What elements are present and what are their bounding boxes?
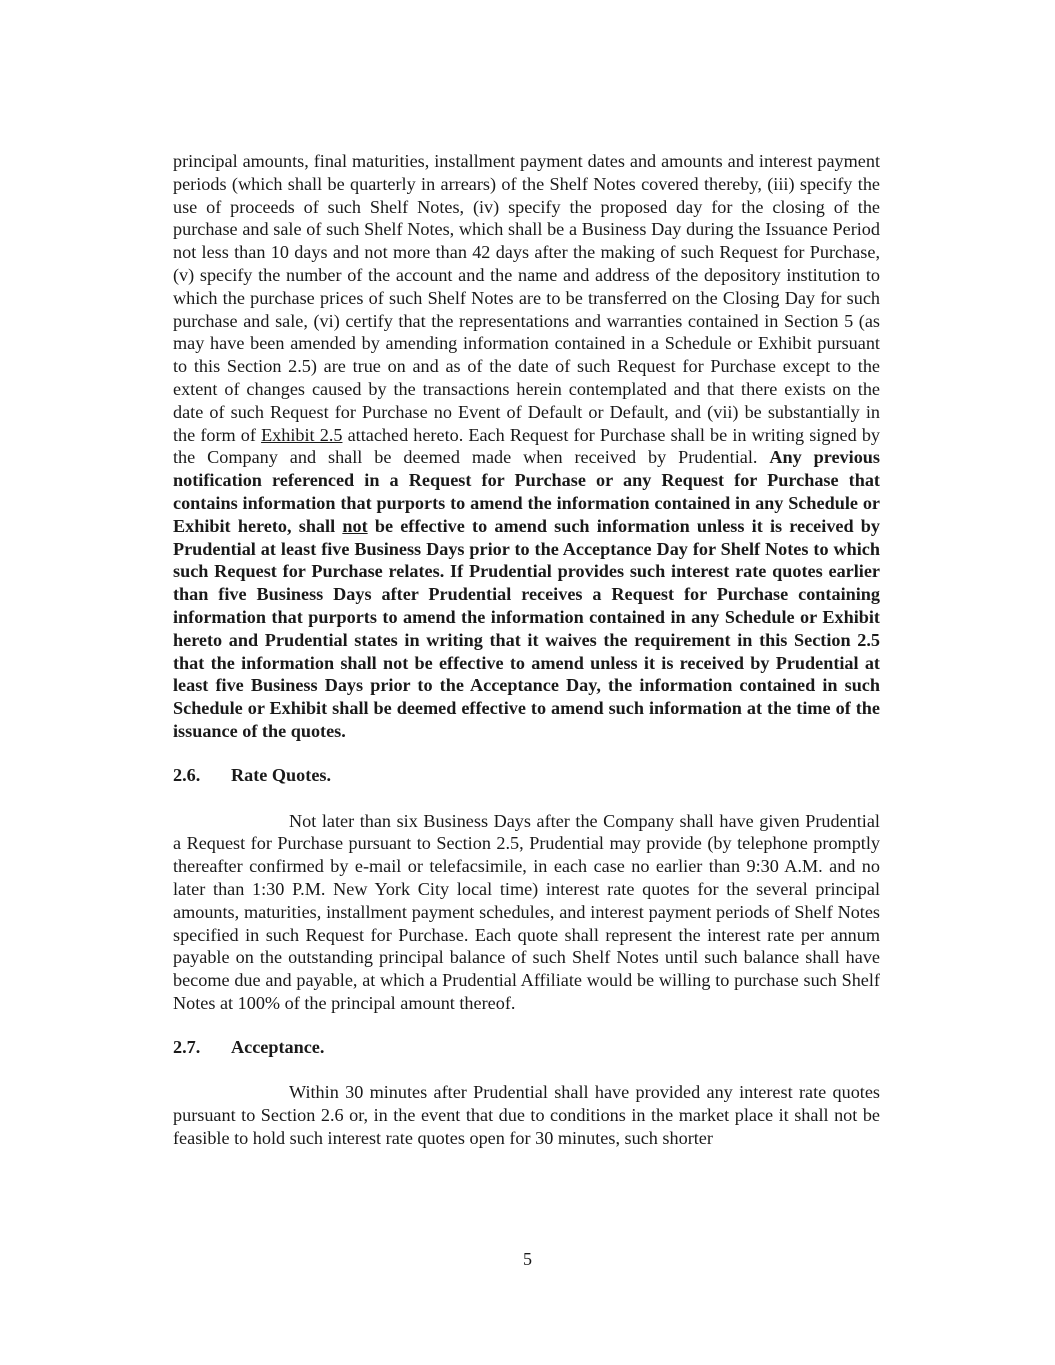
section-number: 2.6. [173, 764, 201, 785]
paragraph-text: attached hereto. Each Request for Purchase shall be in writing signed by the Company and shall be deemed made when received by Prudential. [173, 424, 881, 468]
section-number: 2.7. [173, 1036, 201, 1057]
paragraph-acceptance: Within 30 minutes after Prudential shall have provided any interest rate quotes pursuant to Section 2.6 or, in the event that due to conditions in the market place it shall not be feasible to hold such interest rate quotes open for 30 minutes, such shorter [173, 1082, 880, 1149]
section-title: Acceptance. [231, 1036, 325, 1057]
bold-text: Any previous notification referenced in a Request for Purchase or any Request for Purchase that contains information that purports to amend the information contained in any Schedule or Exhibit hereto, shall [173, 447, 880, 536]
bold-emphasis-not: not [342, 515, 368, 536]
paragraph-rate-quotes: Not later than six Business Days after the Company shall have given Prudential a Request for Purchase pursuant to Section 2.5, Prudential may provide (by telephone promptly thereafter confirmed by e-mail or telefacsimile, in each case no earlier than 9:30 A.M. and no later than 1:30 P.M. New York City local time) interest rate quotes for the several principal amounts, maturities, installment payment schedules, and interest payment periods of Shelf Notes specified in such Request for Purchase. Each quote shall represent the interest rate per annum payable on the outstanding principal balance of such Shelf Notes until such balance shall have become due and payable, at which a Prudential Affiliate would be willing to purchase such Shelf Notes at 100% of the principal amount thereof. [173, 810, 880, 1013]
section-heading-2-7 [173, 1036, 880, 1059]
page-number: 5 [523, 1249, 532, 1269]
page-content [173, 150, 880, 1150]
exhibit-reference: Exhibit 2.5 [261, 424, 343, 445]
paragraph-request-for-purchase [173, 150, 880, 743]
section-title: Rate Quotes. [231, 764, 332, 785]
bold-text: be effective to amend such information unless it is received by Prudential at least five Business Days prior to the Acceptance Day for Shelf Notes to which such Request for Purchase relates. If Prudential provides such interest rate quotes earlier than five Business Days after Prudential receives a Request for Purchase containing information that purports to amend the information contained in any Schedule or Exhibit hereto and Prudential states in writing that it waives the requirement in this Section 2.5 that the information shall not be effective to amend unless it is received by Prudential at least five Business Days prior to the Acceptance Day, the information contained in such Schedule or Exhibit shall be deemed effective to amend such information at the time of the issuance of the quotes. [173, 515, 881, 741]
paragraph-text: principal amounts, final maturities, installment payment dates and amounts and interest payment periods (which shall be quarterly in arrears) of the Shelf Notes covered thereby, (iii) specify the use of proceeds of such Shelf Notes, (iv) specify the proposed day for the closing of the purchase and sale of such Shelf Notes, which shall be a Business Day during the Issuance Period not less than 10 days and not more than 42 days after the making of such Request for Purchase, (v) specify the number of the account and the name and address of the depository institution to which the purchase prices of such Shelf Notes are to be transferred on the Closing Day for such purchase and sale, (vi) certify that the representations and warranties contained in Section 5 (as may have been amended by amending information contained in a Schedule or Exhibit pursuant to this Section 2.5) are true on and as of the date of such Request for Purchase except to the extent of changes caused by the transactions herein contemplated and that there exists on the date of such Request for Purchase no Event of Default or Default, and (vii) be substantially in the form of [173, 151, 880, 445]
section-heading-2-6 [173, 764, 880, 787]
